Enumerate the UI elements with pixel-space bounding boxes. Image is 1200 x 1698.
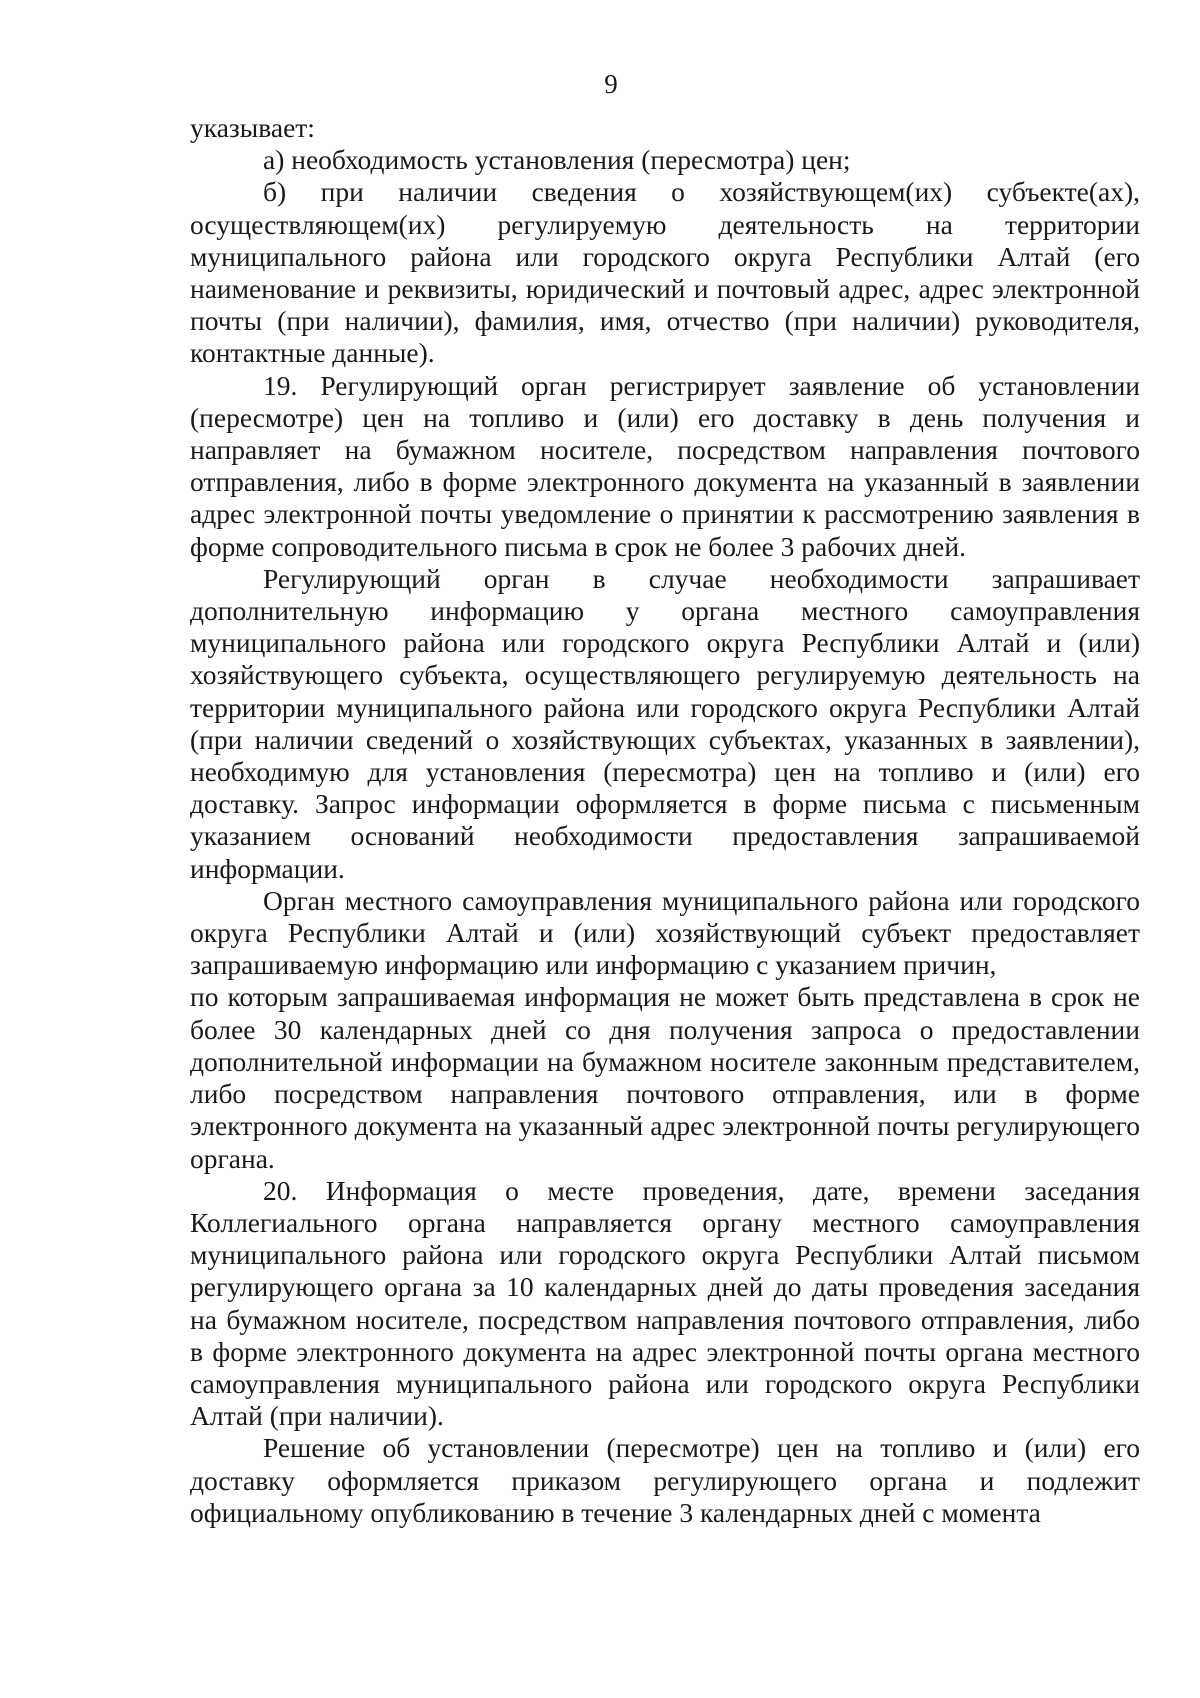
paragraph-item-b: б) при наличии сведения о хозяйствующем(их) субъекте(ах), осуществляющем(их) регулируемую деятельность на территории муниципального района или городского округа Республики Алтай (его наименование и реквизиты, юридический и почтовый адрес, адрес электронной почты (при наличии), фамилия, имя, отчество (при наличии) руководителя, контактные данные). (190, 176, 1140, 369)
paragraph-decision: Решение об установлении (пересмотре) цен на топливо и (или) его доставку оформляется приказом регулирующего органа и подлежит официальному опубликованию в течение 3 календарных дней с момента (190, 1432, 1140, 1528)
paragraph-clause-20: 20. Информация о месте проведения, дате, времени заседания Коллегиального органа направляется органу местного самоуправления муниципального района или городского округа Республики Алтай письмом регулирующего органа за 10 календарных дней до даты проведения заседания на бумажном носителе, посредством направления почтового отправления, либо в форме электронного документа на адрес электронной почты органа местного самоуправления муниципального района или городского округа Республики Алтай (при наличии). (190, 1174, 1140, 1432)
document-body (190, 112, 1140, 1529)
paragraph-info-response: Орган местного самоуправления муниципального района или городского округа Республики Алтай и (или) хозяйствующий субъект предоставляет запрашиваемую информацию или информацию с указанием причин, (190, 884, 1140, 981)
paragraph-item-a: а) необходимость установления (пересмотра) цен; (263, 144, 851, 176)
paragraph-info-request: Регулирующий орган в случае необходимости запрашивает дополнительную информацию у органа местного самоуправления муниципального района или городского округа Республики Алтай и (или) хозяйствующего субъекта, осуществляющего регулируемую деятельность на территории муниципального района или городского округа Республики Алтай (при наличии сведений о хозяйствующих субъектах, указанных в заявлении), необходимую для установления (пересмотра) цен на топливо и (или) его доставку. Запрос информации оформляется в форме письма с письменным указанием оснований необходимости предоставления запрашиваемой информации. (190, 562, 1140, 884)
paragraph-clause-19: 19. Регулирующий орган регистрирует заявление об установлении (пересмотре) цен на топливо и (или) его доставку в день получения и направляет на бумажном носителе, посредством направления почтового отправления, либо в форме электронного документа на указанный в заявлении адрес электронной почты уведомление о принятии к рассмотрению заявления в форме сопроводительного письма в срок не более 3 рабочих дней. (190, 369, 1140, 562)
page-number: 9 (604, 69, 618, 99)
paragraph-continuation: указывает: (190, 112, 315, 143)
paragraph-info-response-continued: по которым запрашиваемая информация не может быть представлена в срок не более 30 календарных дней со дня получения запроса о предоставлении дополнительной информации на бумажном носителе законным представителем, либо посредством направления почтового отправления, или в форме электронного документа на указанный адрес электронной почты регулирующего органа. (190, 981, 1140, 1174)
